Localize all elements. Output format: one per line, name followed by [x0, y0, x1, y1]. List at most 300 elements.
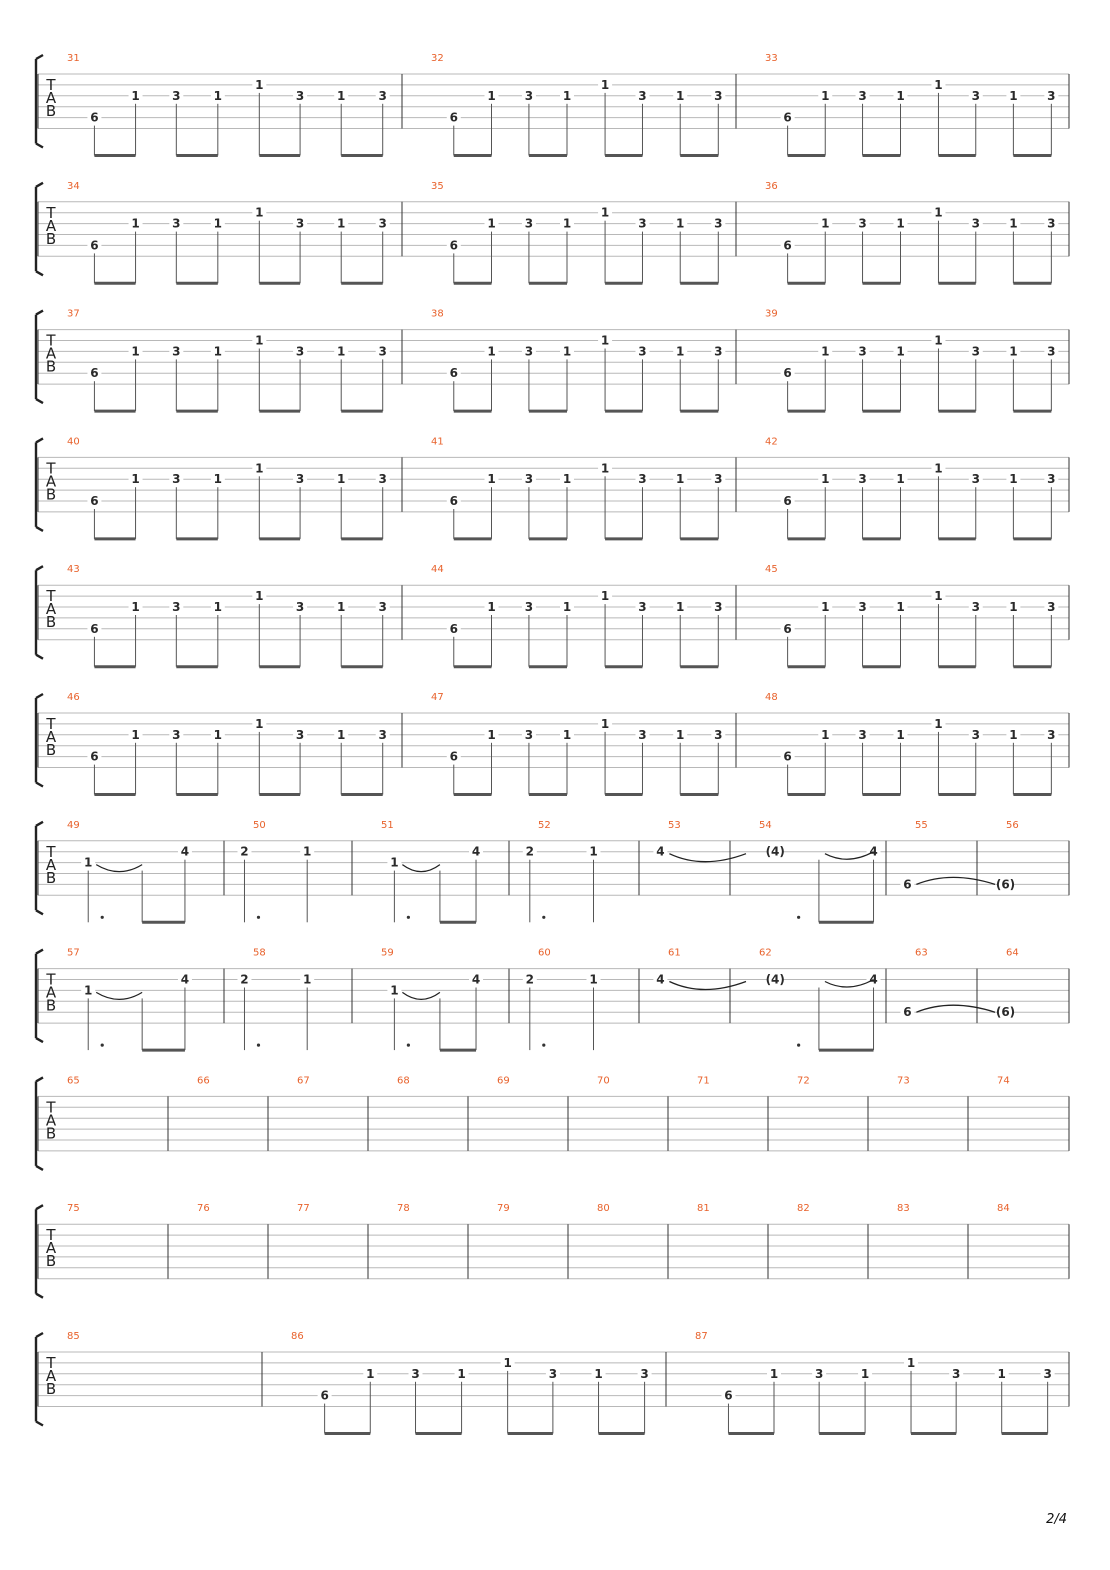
rhythm-dot [797, 916, 800, 919]
fret-number: 1 [131, 727, 140, 742]
measure-number: 62 [759, 947, 772, 959]
rhythm-dot [257, 1044, 260, 1047]
fret-number: 1 [600, 77, 610, 92]
fret-number: 3 [411, 1366, 420, 1381]
fret-number: 1 [769, 1366, 779, 1381]
fret-number: 1 [303, 972, 312, 987]
system-bracket [36, 566, 43, 659]
fret-number: 3 [971, 727, 980, 742]
fret-number: 1 [213, 88, 222, 103]
fret-number: 6 [783, 494, 792, 508]
tab-clef-letter: T [46, 331, 56, 350]
fret-number: 6 [449, 238, 458, 253]
fret-number: 4 [471, 972, 481, 987]
fret-number: (4) [765, 844, 785, 859]
measure [523, 948, 601, 1051]
fret-number: 3 [1047, 472, 1056, 487]
fret-number: 1 [213, 344, 222, 359]
fret-number: 1 [562, 600, 572, 614]
measure-number: 83 [897, 1203, 910, 1215]
tab-clef-letter: T [46, 715, 56, 733]
fret-number: 2 [525, 972, 534, 987]
fret-number: 1 [487, 600, 496, 614]
measure-number: 76 [197, 1203, 210, 1215]
measure-number: 53 [668, 819, 681, 831]
fret-number: 1 [562, 344, 572, 359]
tab-system [36, 1203, 1069, 1298]
fret-number: 3 [714, 88, 723, 103]
tab-system [36, 820, 1069, 923]
measure [67, 309, 390, 412]
fret-number: 3 [640, 1366, 649, 1381]
rhythm-dot [101, 1044, 104, 1047]
fret-number: 3 [524, 472, 534, 487]
measure-number: 49 [67, 819, 80, 831]
rhythm-dot [257, 916, 260, 919]
measure-number: 45 [765, 564, 778, 576]
measure [497, 1203, 510, 1214]
fret-number: 1 [255, 77, 264, 92]
measure [695, 1331, 1055, 1434]
tie-arc [825, 852, 874, 860]
fret-number: 6 [449, 494, 458, 508]
fret-number: 6 [449, 621, 458, 636]
fret-number: 3 [714, 727, 723, 742]
fret-number: 3 [1047, 344, 1056, 359]
fret-number: 1 [676, 88, 685, 103]
fret-number: 1 [390, 983, 399, 998]
fret-number: 3 [378, 88, 387, 103]
measure [996, 948, 1019, 1020]
fret-number: 1 [1009, 344, 1018, 359]
measure [765, 309, 1058, 412]
fret-number: 3 [858, 727, 867, 742]
tab-clef-letter: A [45, 216, 57, 235]
fret-number: 1 [600, 205, 610, 220]
fret-number: 4 [180, 844, 190, 859]
fret-number: 1 [390, 855, 399, 870]
measure [997, 1203, 1010, 1214]
measure-number: 34 [67, 180, 80, 192]
fret-number: 1 [457, 1366, 466, 1381]
tab-clef-letter: B [45, 868, 57, 887]
measure-number: 74 [997, 1075, 1010, 1087]
measure [497, 1075, 510, 1086]
fret-number: 1 [213, 727, 222, 742]
system-bracket [36, 55, 43, 148]
fret-number: 6 [449, 749, 458, 764]
fret-number: 6 [90, 621, 99, 636]
fret-number: 1 [821, 727, 830, 742]
fret-number: 1 [676, 472, 685, 487]
measure [291, 1331, 652, 1434]
measure [431, 564, 725, 667]
measure [431, 436, 725, 539]
measure-number: 68 [397, 1075, 410, 1087]
measure-number: 81 [697, 1203, 710, 1215]
measure-number: 54 [759, 819, 772, 831]
fret-number: 3 [638, 344, 647, 359]
fret-number: 3 [172, 88, 181, 103]
fret-number: 3 [295, 344, 305, 359]
system-bracket [36, 950, 43, 1043]
fret-number: 3 [858, 600, 867, 614]
system-bracket [36, 1205, 43, 1298]
fret-number: 1 [487, 88, 496, 103]
tie-arc [402, 992, 440, 999]
measure [797, 1075, 810, 1086]
tab-system [36, 564, 1069, 667]
tab-system [36, 1075, 1069, 1170]
fret-number: 1 [255, 461, 264, 476]
fret-number: 3 [295, 600, 305, 614]
fret-number: 6 [724, 1388, 733, 1403]
tab-clef-letter: B [45, 229, 57, 248]
fret-number: 4 [656, 972, 665, 987]
fret-number: 1 [1009, 727, 1018, 742]
page-number: 2/4 [1046, 1512, 1067, 1527]
fret-number: (4) [765, 972, 785, 987]
fret-number: 1 [600, 333, 610, 348]
measure-number: 47 [431, 692, 444, 703]
fret-number: 3 [1047, 88, 1056, 103]
measure [67, 53, 390, 156]
tab-clef-letter: B [45, 485, 57, 504]
tab-clef-letter: A [45, 600, 57, 619]
measure [697, 1075, 710, 1086]
measure-number: 55 [915, 819, 928, 831]
fret-number: 1 [997, 1366, 1006, 1381]
tab-clef-letter: A [45, 89, 57, 107]
fret-number: 1 [562, 727, 572, 742]
tab-clef-letter: T [46, 970, 56, 989]
measure [67, 436, 390, 539]
rhythm-dot [542, 916, 545, 919]
fret-number: 6 [783, 749, 792, 764]
fret-number: 1 [896, 727, 905, 742]
fret-number: 3 [858, 88, 867, 103]
measure [67, 948, 192, 1051]
fret-number: 3 [714, 344, 723, 359]
fret-number: 3 [378, 216, 387, 231]
tab-system [36, 948, 1069, 1051]
measure [67, 1331, 80, 1342]
fret-number: 3 [971, 472, 980, 487]
fret-number: 1 [503, 1355, 512, 1370]
measure [297, 1203, 310, 1214]
tab-clef-letter: B [45, 357, 57, 376]
fret-number: 1 [896, 600, 905, 614]
fret-number: 1 [337, 600, 346, 614]
fret-number: 1 [589, 844, 598, 859]
fret-number: 4 [656, 844, 665, 859]
tab-clef-letter: A [45, 1239, 57, 1258]
fret-number: 3 [172, 472, 181, 487]
fret-number: 1 [600, 716, 610, 731]
fret-number: 3 [172, 344, 181, 359]
measure-number: 67 [297, 1075, 310, 1087]
measure-number: 66 [197, 1075, 210, 1087]
measure-number: 32 [431, 53, 444, 64]
tab-clef-letter: B [45, 996, 57, 1015]
fret-number: 2 [240, 972, 249, 987]
fret-number: 1 [131, 472, 140, 487]
fret-number: 1 [131, 600, 140, 614]
fret-number: 3 [1047, 727, 1056, 742]
tab-system [36, 53, 1069, 156]
fret-number: 3 [638, 727, 647, 742]
fret-number: 1 [600, 589, 610, 604]
measure-number: 71 [697, 1075, 710, 1087]
system-bracket [36, 694, 43, 787]
fret-number: 1 [934, 589, 943, 604]
fret-number: 3 [378, 472, 387, 487]
fret-number: 3 [524, 216, 534, 231]
tab-clef-letter: T [46, 76, 56, 94]
measure-number: 86 [291, 1331, 304, 1342]
measure [67, 692, 390, 795]
fret-number: 1 [821, 88, 830, 103]
fret-number: 3 [1047, 216, 1056, 231]
fret-number: 1 [131, 344, 140, 359]
measure-number: 56 [1006, 819, 1019, 831]
fret-number: 1 [934, 77, 943, 92]
system-bracket [36, 822, 43, 915]
fret-number: 1 [676, 344, 685, 359]
fret-number: 6 [90, 110, 99, 125]
fret-number: 1 [821, 344, 830, 359]
fret-number: 1 [255, 333, 264, 348]
measure-number: 84 [997, 1203, 1010, 1215]
fret-number: 1 [84, 983, 93, 998]
tab-clef-letter: B [45, 1380, 57, 1398]
measure-number: 58 [253, 947, 266, 959]
fret-number: 1 [676, 727, 685, 742]
tab-clef-letter: A [45, 1367, 57, 1385]
measure-number: 70 [597, 1075, 610, 1087]
fret-number: 6 [783, 621, 792, 636]
measure [759, 948, 881, 1051]
measure [237, 820, 314, 923]
measure [523, 820, 601, 923]
fret-number: 3 [295, 216, 305, 231]
measure-number: 50 [253, 819, 266, 831]
measure-number: 39 [765, 308, 778, 320]
measure [897, 1203, 910, 1214]
fret-number: 1 [1009, 216, 1018, 231]
measure-number: 61 [668, 947, 681, 959]
tab-clef-letter: B [45, 613, 57, 632]
measure [431, 53, 725, 156]
rhythm-dot [542, 1044, 545, 1047]
tab-clef-letter: B [45, 1252, 57, 1271]
fret-number: 3 [172, 600, 181, 614]
fret-number: 6 [320, 1388, 329, 1403]
measure [597, 1075, 610, 1086]
measure-number: 31 [67, 53, 80, 64]
measure-number: 73 [897, 1075, 910, 1087]
fret-number: 1 [594, 1366, 603, 1381]
tie-arc [96, 992, 142, 999]
rhythm-dot [101, 916, 104, 919]
system-bracket [36, 311, 43, 404]
fret-number: 6 [90, 238, 99, 253]
fret-number: 2 [240, 844, 249, 859]
measure-number: 69 [497, 1075, 510, 1087]
fret-number: 1 [487, 727, 496, 742]
fret-number: 3 [971, 216, 980, 231]
fret-number: 3 [714, 600, 723, 614]
measure-number: 63 [915, 947, 928, 959]
measure-number: 78 [397, 1203, 410, 1215]
fret-number: 1 [589, 972, 598, 987]
fret-number: 1 [821, 600, 830, 614]
fret-number: 1 [213, 600, 222, 614]
fret-number: 3 [295, 727, 305, 742]
measure-number: 60 [538, 947, 551, 959]
fret-number: 6 [903, 1005, 912, 1020]
measure [765, 564, 1058, 667]
tab-clef-letter: T [46, 842, 56, 861]
fret-number: 3 [638, 88, 647, 103]
fret-number: 3 [971, 88, 980, 103]
tie-arc [916, 1005, 995, 1012]
fret-number: 3 [378, 727, 387, 742]
system-bracket [36, 1077, 43, 1170]
tie-arc [669, 854, 746, 862]
fret-number: 3 [1047, 600, 1056, 614]
measure [900, 948, 995, 1020]
measure [765, 436, 1058, 539]
fret-number: 3 [295, 472, 305, 487]
fret-number: 1 [896, 88, 905, 103]
fret-number: 3 [858, 472, 867, 487]
fret-number: 1 [896, 216, 905, 231]
fret-number: 1 [255, 716, 264, 731]
fret-number: 1 [934, 461, 943, 476]
measure [431, 692, 725, 795]
fret-number: 3 [378, 344, 387, 359]
tie-arc [96, 865, 142, 872]
measure-number: 48 [765, 692, 778, 703]
fret-number: 3 [172, 727, 181, 742]
measure-number: 57 [67, 947, 80, 959]
fret-number: 6 [783, 238, 792, 253]
fret-number: 3 [714, 216, 723, 231]
system-bracket [36, 1333, 43, 1426]
fret-number: 1 [255, 205, 264, 220]
measure [67, 1203, 80, 1214]
measure [397, 1075, 410, 1086]
tab-clef-letter: T [46, 1098, 56, 1117]
measure-number: 79 [497, 1203, 510, 1215]
measure [797, 1203, 810, 1214]
fret-number: 6 [449, 110, 458, 125]
measure [67, 181, 390, 283]
tab-system [36, 181, 1069, 283]
fret-number: (6) [995, 1005, 1016, 1020]
fret-number: 1 [1009, 472, 1018, 487]
tab-system [36, 436, 1069, 539]
fret-number: 1 [84, 855, 93, 870]
measure [431, 181, 725, 283]
fret-number: 1 [303, 844, 312, 859]
fret-number: 1 [337, 88, 346, 103]
fret-number: 1 [562, 216, 572, 231]
measure [297, 1075, 310, 1086]
fret-number: 1 [896, 472, 905, 487]
fret-number: 3 [548, 1366, 558, 1381]
measure [996, 820, 1019, 892]
rhythm-dot [797, 1044, 800, 1047]
fret-number: 3 [638, 600, 647, 614]
tab-clef-letter: A [45, 728, 57, 746]
fret-number: 3 [951, 1366, 961, 1381]
tab-clef-letter: A [45, 855, 57, 874]
measure [997, 1075, 1010, 1086]
measure [697, 1203, 710, 1214]
tab-clef-letter: T [46, 1226, 56, 1245]
measure [67, 1075, 80, 1086]
tab-clef-letter: B [45, 1124, 57, 1143]
fret-number: 3 [714, 472, 723, 487]
measure-number: 36 [765, 180, 778, 192]
fret-number: 1 [337, 472, 346, 487]
fret-number: 1 [821, 216, 830, 231]
measure-number: 35 [431, 180, 444, 192]
fret-number: 4 [180, 972, 190, 987]
fret-number: 1 [131, 88, 140, 103]
measure-number: 44 [431, 564, 444, 576]
fret-number: 6 [90, 366, 99, 381]
fret-number: 1 [487, 216, 496, 231]
fret-number: 6 [449, 366, 458, 381]
measure-number: 59 [381, 947, 394, 959]
tab-clef-letter: T [46, 1354, 56, 1372]
measure [900, 820, 995, 892]
fret-number: 1 [131, 216, 140, 231]
measure [67, 820, 192, 923]
tab-clef-letter: B [45, 741, 57, 759]
fret-number: 1 [600, 461, 610, 476]
fret-number: 3 [858, 216, 867, 231]
fret-number: 6 [783, 366, 792, 381]
tab-clef-letter: A [45, 344, 57, 363]
fret-number: 1 [487, 472, 496, 487]
measure [381, 948, 483, 1051]
measure [597, 1203, 610, 1214]
measure-number: 64 [1006, 947, 1019, 959]
measure [765, 181, 1058, 283]
tab-systems [36, 53, 1069, 1434]
measure-number: 82 [797, 1203, 810, 1215]
fret-number: 1 [337, 344, 346, 359]
fret-number: 1 [860, 1366, 870, 1381]
measure [759, 820, 881, 923]
measure-number: 51 [381, 819, 394, 831]
fret-number: 3 [638, 216, 647, 231]
fret-number: 1 [562, 88, 572, 103]
fret-number: 1 [896, 344, 905, 359]
fret-number: 3 [172, 216, 181, 231]
fret-number: 1 [255, 589, 264, 604]
rhythm-dot [407, 1044, 410, 1047]
tie-arc [669, 982, 746, 990]
tab-system [36, 692, 1069, 795]
measure-number: 65 [67, 1075, 80, 1087]
fret-number: 3 [858, 344, 867, 359]
tab-clef-letter: B [45, 102, 57, 120]
